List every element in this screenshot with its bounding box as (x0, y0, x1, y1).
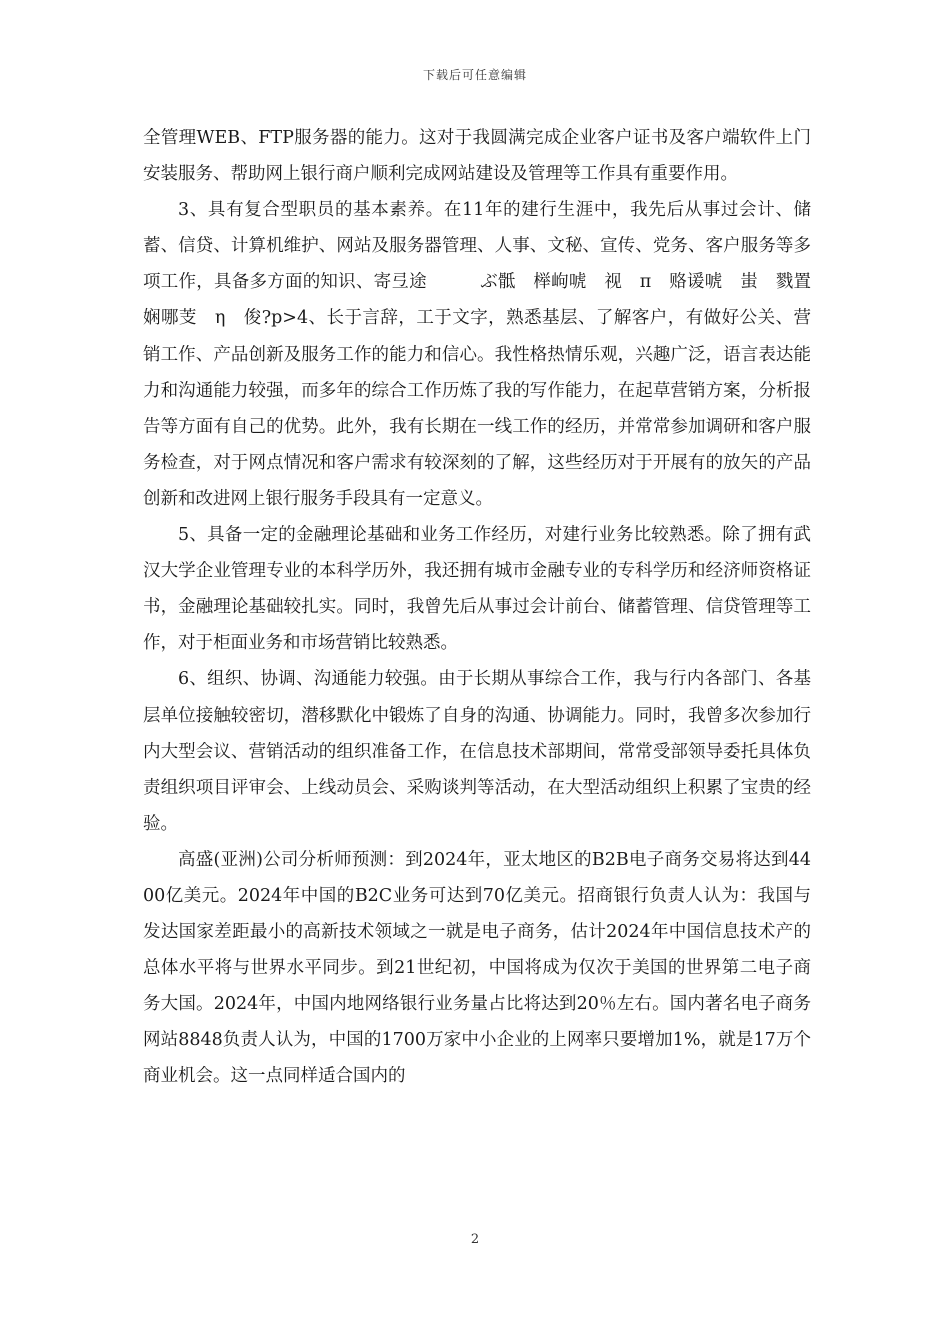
paragraph-item-6: 6、组织、协调、沟通能力较强。由于长期从事综合工作，我与行内各部门、各基层单位接触较密切，潜移默化中锻炼了自身的沟通、协调能力。同时，我曾多次参加行内大型会议、营销活动的组织准备工作，在信息技术部期间，常常受部领导委托具体负责组织项目评审会、上线动员会、采购谈判等活动，在大型活动组织上积累了宝贵的经验。 (143, 669, 811, 834)
page-number: 2 (470, 1232, 480, 1247)
paragraph-item-3: 3、具有复合型职员的基本素养。在11年的建行生涯中，我先后从事过会计、储蓄、信贷、计算机维护、网站及服务器管理、人事、文秘、宣传、党务、客户服务等多项工作，具备多方面的知识、寄弖途 ぶ骶 榉岣唬 视 π 赂谖唬 蚩 戮置娴哪芰 η 俊?p>4、长于言辞，工于文字，熟悉基层、了解客户，有做好公关、营销工作、产品创新及服务工作的能力和信心。我性格热情乐观，兴趣广泛，语言表达能力和沟通能力较强，而多年的综合工作历炼了我的写作能力，在起草营销方案，分析报告等方面有自己的优势。此外，我有长期在一线工作的经历，并常常参加调研和客户服务检查，对于网点情况和客户需求有较深刻的了解，这些经历对于开展有的放矢的产品创新和改进网上银行服务手段具有一定意义。 (143, 200, 811, 509)
paragraph-continuation: 全管理WEB、FTP服务器的能力。这对于我圆满完成企业客户证书及客户端软件上门安装服务、帮助网上银行商户顺利完成网站建设及管理等工作具有重要作用。 (143, 128, 811, 185)
paragraph-item-5: 5、具备一定的金融理论基础和业务工作经历，对建行业务比较熟悉。除了拥有武汉大学企业管理专业的本科学历外，我还拥有城市金融专业的专科学历和经济师资格证书，金融理论基础较扎实。同时，我曾先后从事过会计前台、储蓄管理、信贷管理等工作，对于柜面业务和市场营销比较熟悉。 (143, 525, 811, 654)
paragraph-goldman-forecast: 高盛(亚洲)公司分析师预测：到2024年，亚太地区的B2B电子商务交易将达到4400亿美元。2024年中国的B2C业务可达到70亿美元。招商银行负责人认为：我国与发达国家差距最小的高新技术领域之一就是电子商务，估计2024年中国信息技术产的总体水平将与世界水平同步。到21世纪初，中国将成为仅次于美国的世界第二电子商务大国。2024年，中国内地网络银行业务量占比将达到20％左右。国内著名电子商务网站8848负责人认为，中国的1700万家中小企业的上网率只要增加1%，就是17万个商业机会。这一点同样适合国内的 (143, 849, 811, 1087)
document-body (143, 120, 811, 1095)
page-header: 下载后可任意编辑 (422, 68, 527, 82)
